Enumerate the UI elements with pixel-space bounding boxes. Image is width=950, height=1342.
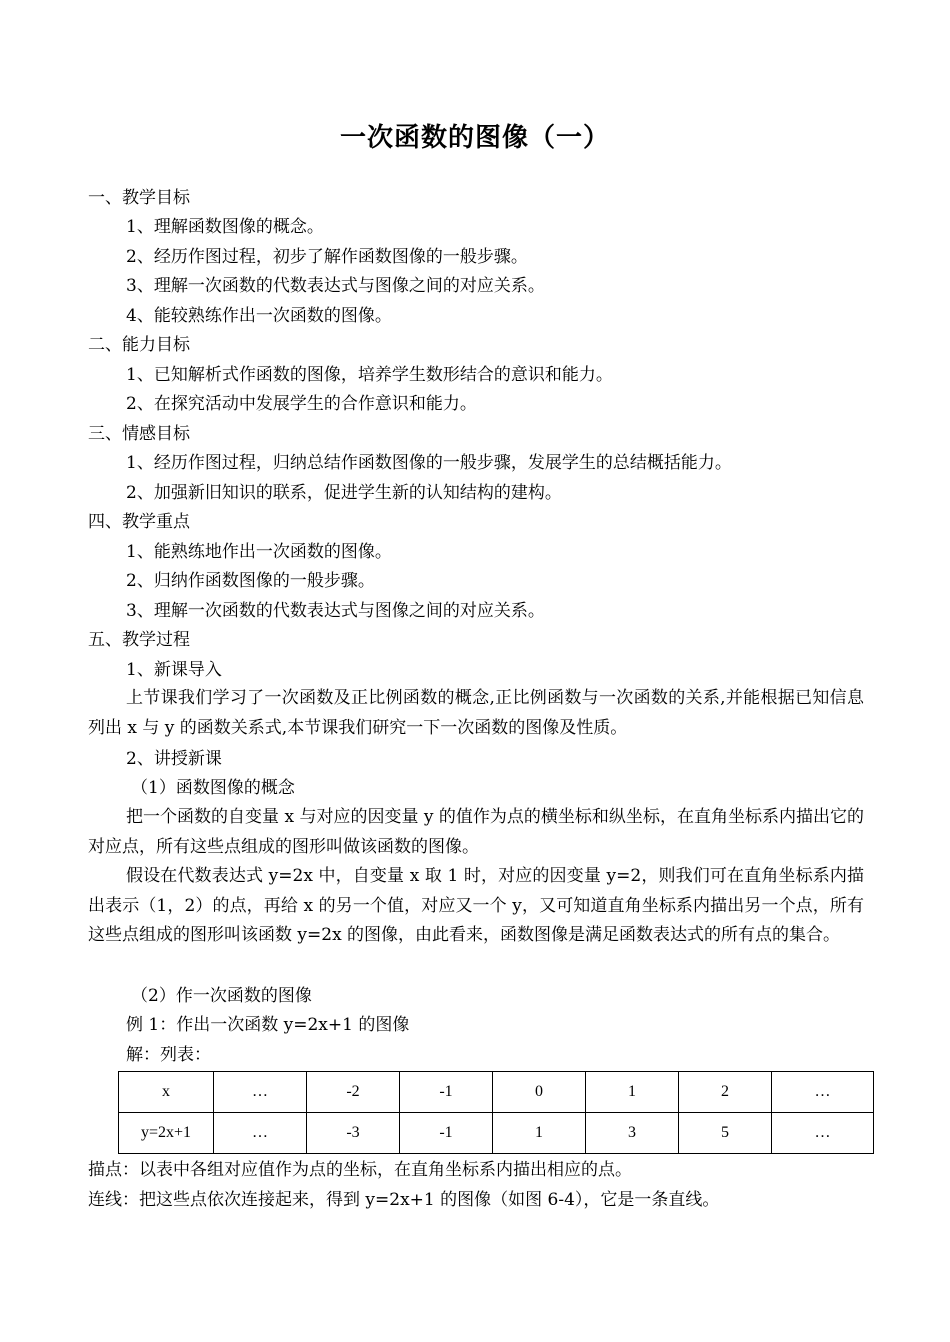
table-cell: 1 bbox=[586, 1072, 679, 1113]
concept-label: （1）函数图像的概念 bbox=[131, 778, 295, 798]
table-cell: … bbox=[214, 1113, 307, 1154]
value-table bbox=[118, 1071, 874, 1154]
solution-label: 解：列表： bbox=[126, 1045, 211, 1065]
table-cell: -2 bbox=[307, 1072, 400, 1113]
table-cell: … bbox=[214, 1072, 307, 1113]
goal-item: 3、理解一次函数的代数表达式与图像之间的对应关系。 bbox=[126, 276, 545, 296]
goal-item: 2、经历作图过程，初步了解作函数图像的一般步骤。 bbox=[126, 247, 528, 267]
keypoint-item: 2、归纳作函数图像的一般步骤。 bbox=[126, 571, 375, 591]
teach-label: 2、讲授新课 bbox=[126, 749, 222, 769]
intro-label: 1、新课导入 bbox=[126, 660, 222, 680]
emotion-item: 2、加强新旧知识的联系，促进学生新的认知结构的建构。 bbox=[126, 483, 562, 503]
page-title: 一次函数的图像（一） bbox=[339, 123, 610, 153]
table-cell: 3 bbox=[586, 1113, 679, 1154]
table-cell: 1 bbox=[493, 1113, 586, 1154]
emotion-item: 1、经历作图过程，归纳总结作函数图像的一般步骤，发展学生的总结概括能力。 bbox=[126, 453, 732, 473]
draw-label: （2）作一次函数的图像 bbox=[131, 986, 312, 1006]
ability-item: 1、已知解析式作函数的图像，培养学生数形结合的意识和能力。 bbox=[126, 365, 613, 385]
table-cell: -1 bbox=[400, 1072, 493, 1113]
goal-item: 4、能较熟练作出一次函数的图像。 bbox=[126, 306, 392, 326]
table-cell: -3 bbox=[307, 1113, 400, 1154]
table-row bbox=[119, 1072, 874, 1113]
section-heading-emotion: 三、情感目标 bbox=[88, 424, 190, 444]
table-cell: 0 bbox=[493, 1072, 586, 1113]
goal-item: 1、理解函数图像的概念。 bbox=[126, 217, 324, 237]
connect-paragraph: 连线：把这些点依次连接起来，得到 y=2x+1 的图像（如图 6-4），它是一条直线。 bbox=[88, 1190, 720, 1210]
example1-label: 例 1：作出一次函数 y=2x+1 的图像 bbox=[126, 1015, 410, 1035]
section-heading-process: 五、教学过程 bbox=[88, 630, 190, 650]
table-row bbox=[119, 1113, 874, 1154]
table-cell: 5 bbox=[679, 1113, 772, 1154]
table-cell: … bbox=[772, 1113, 874, 1154]
ability-item: 2、在探究活动中发展学生的合作意识和能力。 bbox=[126, 394, 477, 414]
intro-paragraph: 上节课我们学习了一次函数及正比例函数的概念,正比例函数与一次函数的关系,并能根据已知信息列出 x 与 y 的函数关系式,本节课我们研究一下一次函数的图像及性质。 bbox=[88, 688, 864, 738]
table-cell: … bbox=[772, 1072, 874, 1113]
table-cell: x bbox=[119, 1072, 214, 1113]
section-heading-ability: 二、能力目标 bbox=[88, 335, 190, 355]
table-cell: 2 bbox=[679, 1072, 772, 1113]
keypoint-item: 3、理解一次函数的代数表达式与图像之间的对应关系。 bbox=[126, 601, 545, 621]
concept-paragraph: 把一个函数的自变量 x 与对应的因变量 y 的值作为点的横坐标和纵坐标，在直角坐标系内描出它的对应点，所有这些点组成的图形叫做该函数的图像。 bbox=[88, 807, 864, 857]
plot-paragraph: 描点：以表中各组对应值作为点的坐标，在直角坐标系内描出相应的点。 bbox=[88, 1160, 632, 1180]
example-paragraph: 假设在代数表达式 y=2x 中，自变量 x 取 1 时，对应的因变量 y=2，则我们可在直角坐标系内描出表示（1，2）的点，再给 x 的另一个值，对应又一个 y，又可知道直角坐标系内描出另一个点，所有这些点组成的图形叫该函数 y=2x 的图像，由此看来，函数图像是满足函数表达式的所有点的集合。 bbox=[88, 866, 864, 946]
section-heading-goals: 一、教学目标 bbox=[88, 188, 190, 208]
table-cell: y=2x+1 bbox=[119, 1113, 214, 1154]
keypoint-item: 1、能熟练地作出一次函数的图像。 bbox=[126, 542, 392, 562]
table-cell: -1 bbox=[400, 1113, 493, 1154]
section-heading-keypoints: 四、教学重点 bbox=[88, 512, 190, 532]
